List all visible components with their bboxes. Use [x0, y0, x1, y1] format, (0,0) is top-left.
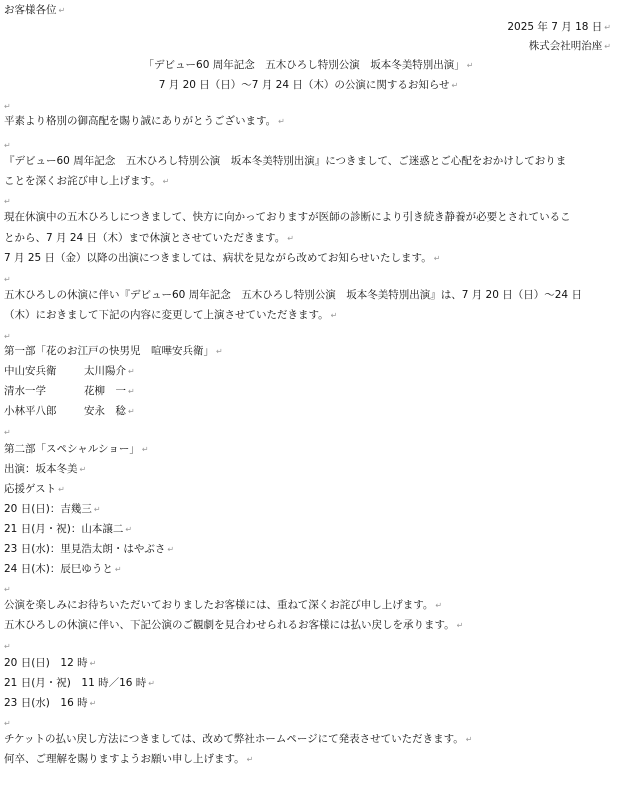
change-line-2: （木）におきまして下記の内容に変更して上演させていただきます。 ↵: [4, 309, 338, 321]
part1-heading: 第一部「花のお江戸の快男児 喧嘩安兵衛」 ↵: [4, 345, 223, 357]
absence-line-1: 現在休演中の五木ひろしにつきまして、快方に向かっておりますが医師の診断により引き続き静養が必要とされているこ: [4, 211, 571, 223]
change-line-1: 五木ひろしの休演に伴い『デビュー60 周年記念 五木ひろし特別公演 坂本冬美特別出演』は、7 月 20 日（日）～24 日: [4, 289, 582, 301]
notice-subtitle: 7 月 20 日（日）～7 月 24 日（木）の公演に関するお知らせ ↵: [158, 79, 459, 91]
part2-heading: 第二部「スペシャルショー」 ↵: [4, 443, 149, 455]
empty-paragraph: ↵: [4, 197, 11, 206]
empty-paragraph: ↵: [4, 585, 11, 594]
empty-paragraph: ↵: [4, 102, 11, 111]
refund-date-row: 20 日(日) 12 時 ↵: [4, 657, 97, 669]
guest-row: 23 日(水)：里見浩太朗・はやぶさ ↵: [4, 543, 175, 555]
cast-row: 中山安兵衛 太川陽介 ↵: [4, 365, 135, 377]
guest-row: 24 日(木)：辰巳ゆうと ↵: [4, 563, 122, 575]
notice-title: 「デビュー60 周年記念 五木ひろし特別公演 坂本冬美特別出演」 ↵: [143, 59, 474, 71]
empty-paragraph: ↵: [4, 275, 11, 284]
document-date: 2025 年 7 月 18 日 ↵: [507, 21, 611, 33]
salutation: お客様各位 ↵: [4, 4, 66, 16]
refund-intro: 五木ひろしの休演に伴い、下記公演のご観劇を見合わせられるお客様には払い戻しを承ります。 ↵: [4, 619, 464, 631]
guest-row: 21 日(月・祝)：山本譲二 ↵: [4, 523, 133, 535]
refund-date-row: 23 日(水) 16 時 ↵: [4, 697, 97, 709]
apology-2: 公演を楽しみにお待ちいただいておりましたお客様には、重ねて深くお詫び申し上げます。 ↵: [4, 599, 443, 611]
empty-paragraph: ↵: [4, 141, 11, 150]
absence-line-2: とから、7 月 24 日（木）まで休演とさせていただきます。 ↵: [4, 232, 294, 244]
closing: 何卒、ご理解を賜りますようお願い申し上げます。 ↵: [4, 753, 254, 765]
apology-line-1: 『デビュー60 周年記念 五木ひろし特別公演 坂本冬美特別出演』につきまして、ご迷惑とご心配をおかけしておりま: [4, 155, 567, 167]
apology-line-2: ことを深くお詫び申し上げます。 ↵: [4, 175, 170, 187]
greeting: 平素より格別の御高配を賜り誠にありがとうございます。 ↵: [4, 115, 285, 127]
refund-date-row: 21 日(月・祝) 11 時／16 時 ↵: [4, 677, 155, 689]
empty-paragraph: ↵: [4, 642, 11, 651]
empty-paragraph: ↵: [4, 332, 11, 341]
part2-performer: 出演：坂本冬美 ↵: [4, 463, 87, 475]
empty-paragraph: ↵: [4, 719, 11, 728]
absence-line-3: 7 月 25 日（金）以降の出演につきましては、病状を見ながら改めてお知らせいたします。 ↵: [4, 252, 441, 264]
empty-paragraph: ↵: [4, 428, 11, 437]
cast-row: 小林平八郎 安永 稔 ↵: [4, 405, 135, 417]
cast-row: 清水一学 花柳 一 ↵: [4, 385, 135, 397]
guest-row: 20 日(日)：吉幾三 ↵: [4, 503, 101, 515]
company-name: 株式会社明治座 ↵: [528, 40, 611, 52]
guest-label: 応援ゲスト ↵: [4, 483, 65, 495]
refund-method: チケットの払い戻し方法につきましては、改めて弊社ホームページにて発表させていただきます。 ↵: [4, 733, 473, 745]
